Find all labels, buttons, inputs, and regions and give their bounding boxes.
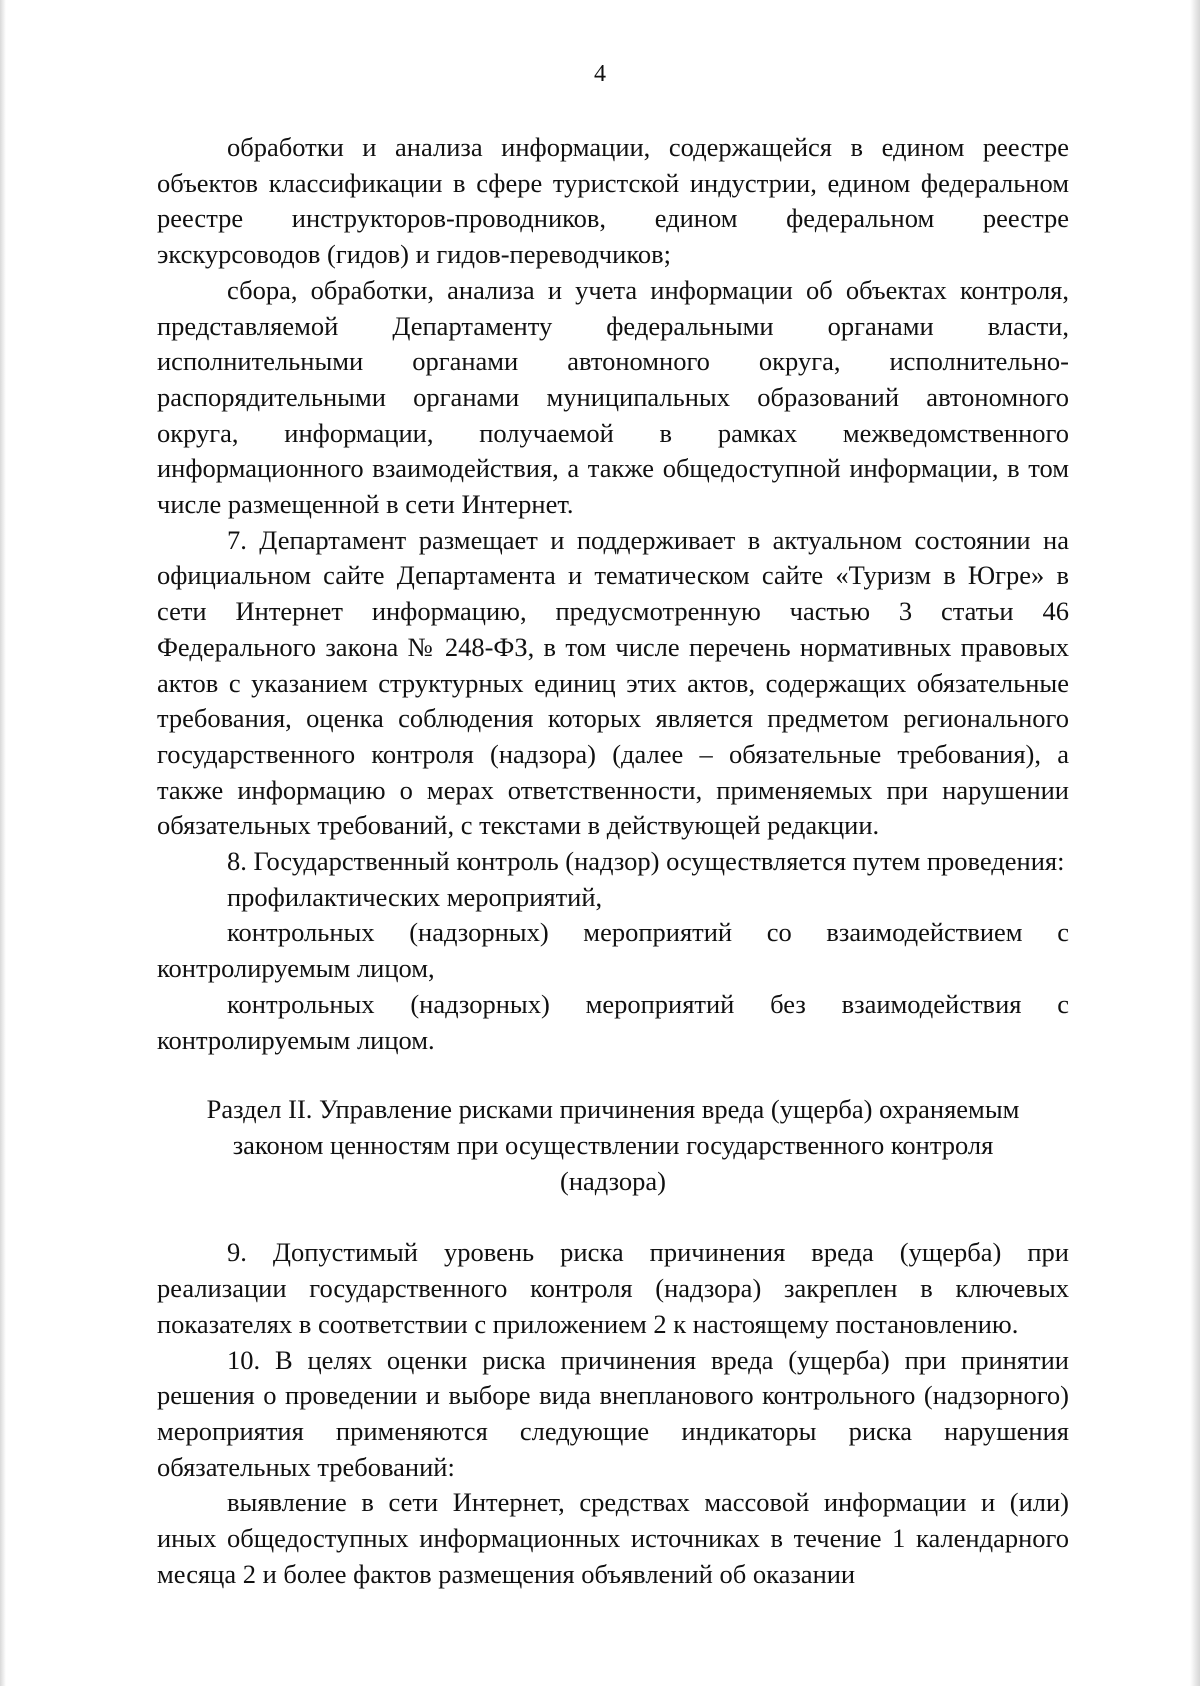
paragraph-collection-information: сбора, обработки, анализа и учета информации об объектах контроля, представляемой Департаменту федеральными органами власти, исполнительными органами автономного округа, исполнительно-распорядительными органами муниципальных образований автономного округа, информации, получаемой в рамках межведомственного информационного взаимодействия, а также общедоступной информации, в том числе размещенной в сети Интернет.: [157, 274, 1069, 520]
scan-edge-left: [0, 0, 6, 1686]
section-heading-line-3: (надзора): [560, 1165, 666, 1196]
section-heading: [157, 1092, 1069, 1199]
section-heading-line-2: законом ценностям при осуществлении государственного контроля: [232, 1129, 994, 1160]
paragraph-item-7: 7. Департамент размещает и поддерживает в актуальном состоянии на официальном сайте Департамента и тематическом сайте «Туризм в Югре» в сети Интернет информацию, предусмотренную частью 3 статьи 46 Федерального закона № 248-ФЗ, в том числе перечень нормативных правовых актов с указанием структурных единиц этих актов, содержащих обязательные требования, оценка соблюдения которых является предметом регионального государственного контроля (надзора) (далее – обязательные требования), а также информацию о мерах ответственности, применяемых при нарушении обязательных требований, с текстами в действующей редакции.: [157, 524, 1069, 841]
document-body: [157, 130, 1069, 1592]
paragraph-item-9: 9. Допустимый уровень риска причинения вреда (ущерба) при реализации государственного контроля (надзора) закреплен в ключевых показателях в соответствии с приложением 2 к настоящему постановлению.: [157, 1237, 1069, 1339]
paragraph-item-10: 10. В целях оценки риска причинения вреда (ущерба) при принятии решения о проведении и выборе вида внепланового контрольного (надзорного) мероприятия применяются следующие индикаторы риска нарушения обязательных требований:: [157, 1344, 1069, 1482]
scan-edge-right: [1190, 0, 1200, 1686]
list-item-control-with-interaction: контрольных (надзорных) мероприятий со взаимодействием с контролируемым лицом,: [157, 917, 1069, 984]
paragraph-item-8: 8. Государственный контроль (надзор) осуществляется путем проведения:: [227, 846, 1065, 877]
list-item-control-without-interaction: контрольных (надзорных) мероприятий без взаимодействия с контролируемым лицом.: [157, 988, 1069, 1055]
list-item-preventive-measures: профилактических мероприятий,: [227, 881, 603, 912]
section-heading-line-1: Раздел II. Управление рисками причинения вреда (ущерба) охраняемым: [206, 1094, 1020, 1125]
paragraph-risk-indicator: выявление в сети Интернет, средствах массовой информации и (или) иных общедоступных информационных источниках в течение 1 календарного месяца 2 и более фактов размещения объявлений об оказании: [157, 1487, 1069, 1589]
page-number: 4: [594, 61, 606, 87]
paragraph-processing-registers: обработки и анализа информации, содержащейся в едином реестре объектов классификации в сфере туристской индустрии, едином федеральном реестре инструкторов-проводников, едином федеральном реестре экскурсоводов (гидов) и гидов-переводчиков;: [157, 132, 1069, 270]
